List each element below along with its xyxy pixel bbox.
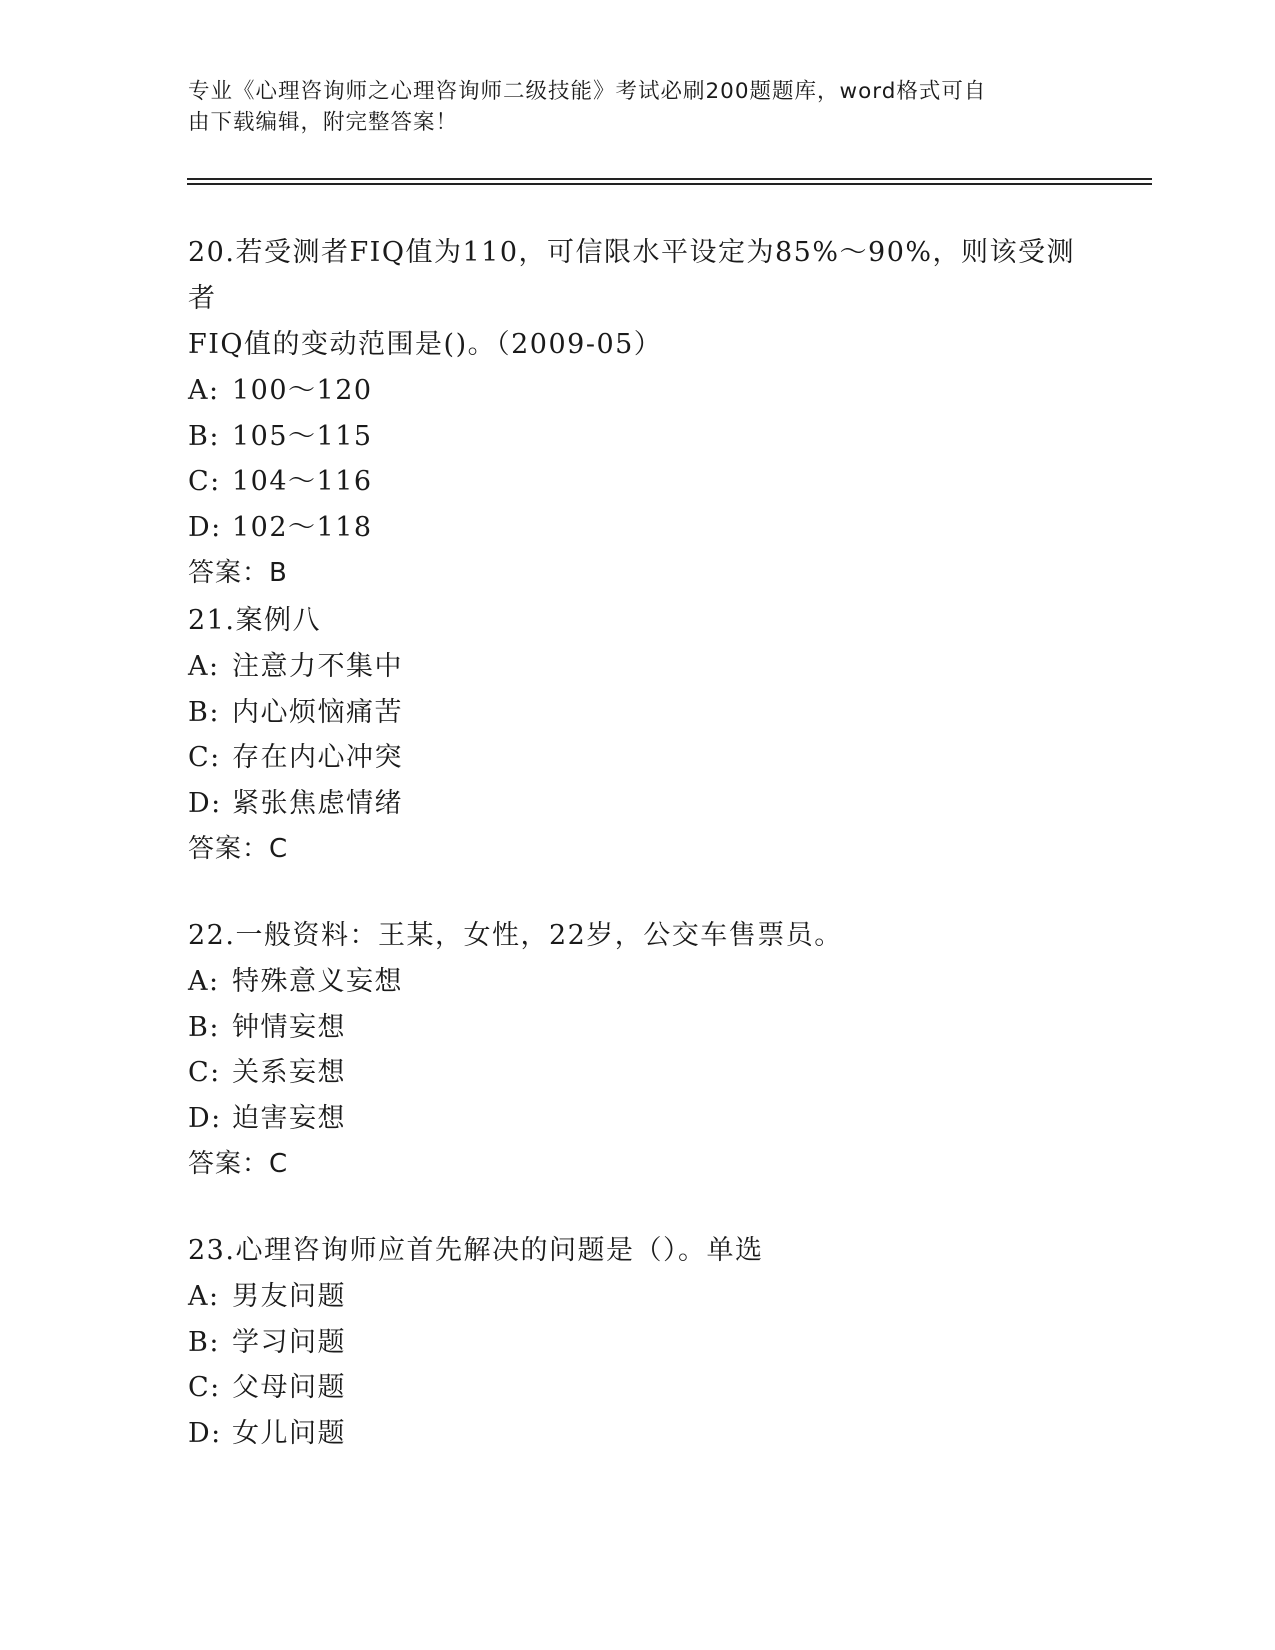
option-key: B: [188, 1326, 220, 1358]
option-key: A: [188, 966, 220, 997]
option-key: C: [188, 1057, 221, 1088]
option-text: 注意力不集中 [232, 651, 403, 682]
option-key: A: [188, 1281, 220, 1312]
question-text-line-1: 23.心理咨询师应首先解决的问题是（）。单选 [188, 1235, 764, 1266]
question-text [188, 598, 1088, 644]
option-text: 迫害妄想 [232, 1102, 346, 1134]
option-key: C: [188, 742, 221, 773]
answer: 答案：C [188, 834, 289, 864]
answer: 答案：C [188, 1149, 289, 1179]
header-line-2: 由下载编辑，附完整答案！ [188, 110, 459, 135]
question-text [188, 230, 1088, 368]
option-key: D: [188, 787, 222, 819]
header-line-1: 专业《心理咨询师之心理咨询师二级技能》考试必刷200题题库，word格式可自 [188, 79, 987, 104]
question-text-line-1: 20.若受测者FIQ值为110，可信限水平设定为85%～90%，则该受测者 [188, 237, 1076, 314]
option-text: 内心烦恼痛苦 [232, 696, 403, 728]
option-text: 104～116 [232, 466, 373, 497]
option-text: 100～120 [232, 375, 373, 406]
question-text-line-1: 21.案例八 [188, 605, 321, 636]
option-text: 男友问题 [232, 1281, 346, 1312]
question-text-line-2: FIQ值的变动范围是()。（2009-05） [188, 329, 663, 360]
header-divider-bottom [187, 183, 1152, 185]
option-key: A: [188, 375, 220, 406]
question-text [188, 913, 1088, 959]
option-a [188, 368, 1088, 414]
question-23 [188, 1228, 1088, 1456]
option-c [188, 1050, 1088, 1096]
header-divider-top [187, 178, 1152, 180]
option-key: C: [188, 1372, 221, 1403]
option-a [188, 959, 1088, 1005]
option-key: B: [188, 1011, 220, 1043]
option-text: 女儿问题 [232, 1417, 346, 1449]
option-key: C: [188, 466, 221, 497]
option-b [188, 1005, 1088, 1051]
question-22 [188, 913, 1088, 1187]
option-key: D: [188, 1102, 222, 1134]
option-b [188, 414, 1088, 460]
option-key: A: [188, 651, 220, 682]
document-header [188, 76, 1068, 138]
option-c [188, 1365, 1088, 1411]
option-d [188, 781, 1088, 827]
option-text: 存在内心冲突 [232, 742, 403, 773]
option-key: B: [188, 696, 220, 728]
option-c [188, 735, 1088, 781]
option-c [188, 459, 1088, 505]
option-text: 102～118 [232, 511, 373, 543]
option-d [188, 1096, 1088, 1142]
option-text: 父母问题 [232, 1372, 346, 1403]
answer: 答案：B [188, 558, 288, 588]
option-text: 105～115 [232, 420, 373, 452]
option-key: B: [188, 420, 220, 452]
option-d [188, 1411, 1088, 1457]
question-20 [188, 230, 1088, 596]
option-a [188, 1274, 1088, 1320]
option-text: 学习问题 [232, 1326, 346, 1358]
question-21 [188, 598, 1088, 872]
option-b [188, 1320, 1088, 1366]
option-b [188, 690, 1088, 736]
option-text: 紧张焦虑情绪 [232, 787, 403, 819]
option-text: 特殊意义妄想 [232, 966, 403, 997]
option-text: 关系妄想 [232, 1057, 346, 1088]
option-text: 钟情妄想 [232, 1011, 346, 1043]
option-d [188, 505, 1088, 551]
question-text [188, 1228, 1088, 1274]
option-a [188, 644, 1088, 690]
option-key: D: [188, 511, 222, 543]
option-key: D: [188, 1417, 222, 1449]
question-text-line-1: 22.一般资料：王某，女性，22岁，公交车售票员。 [188, 920, 843, 951]
